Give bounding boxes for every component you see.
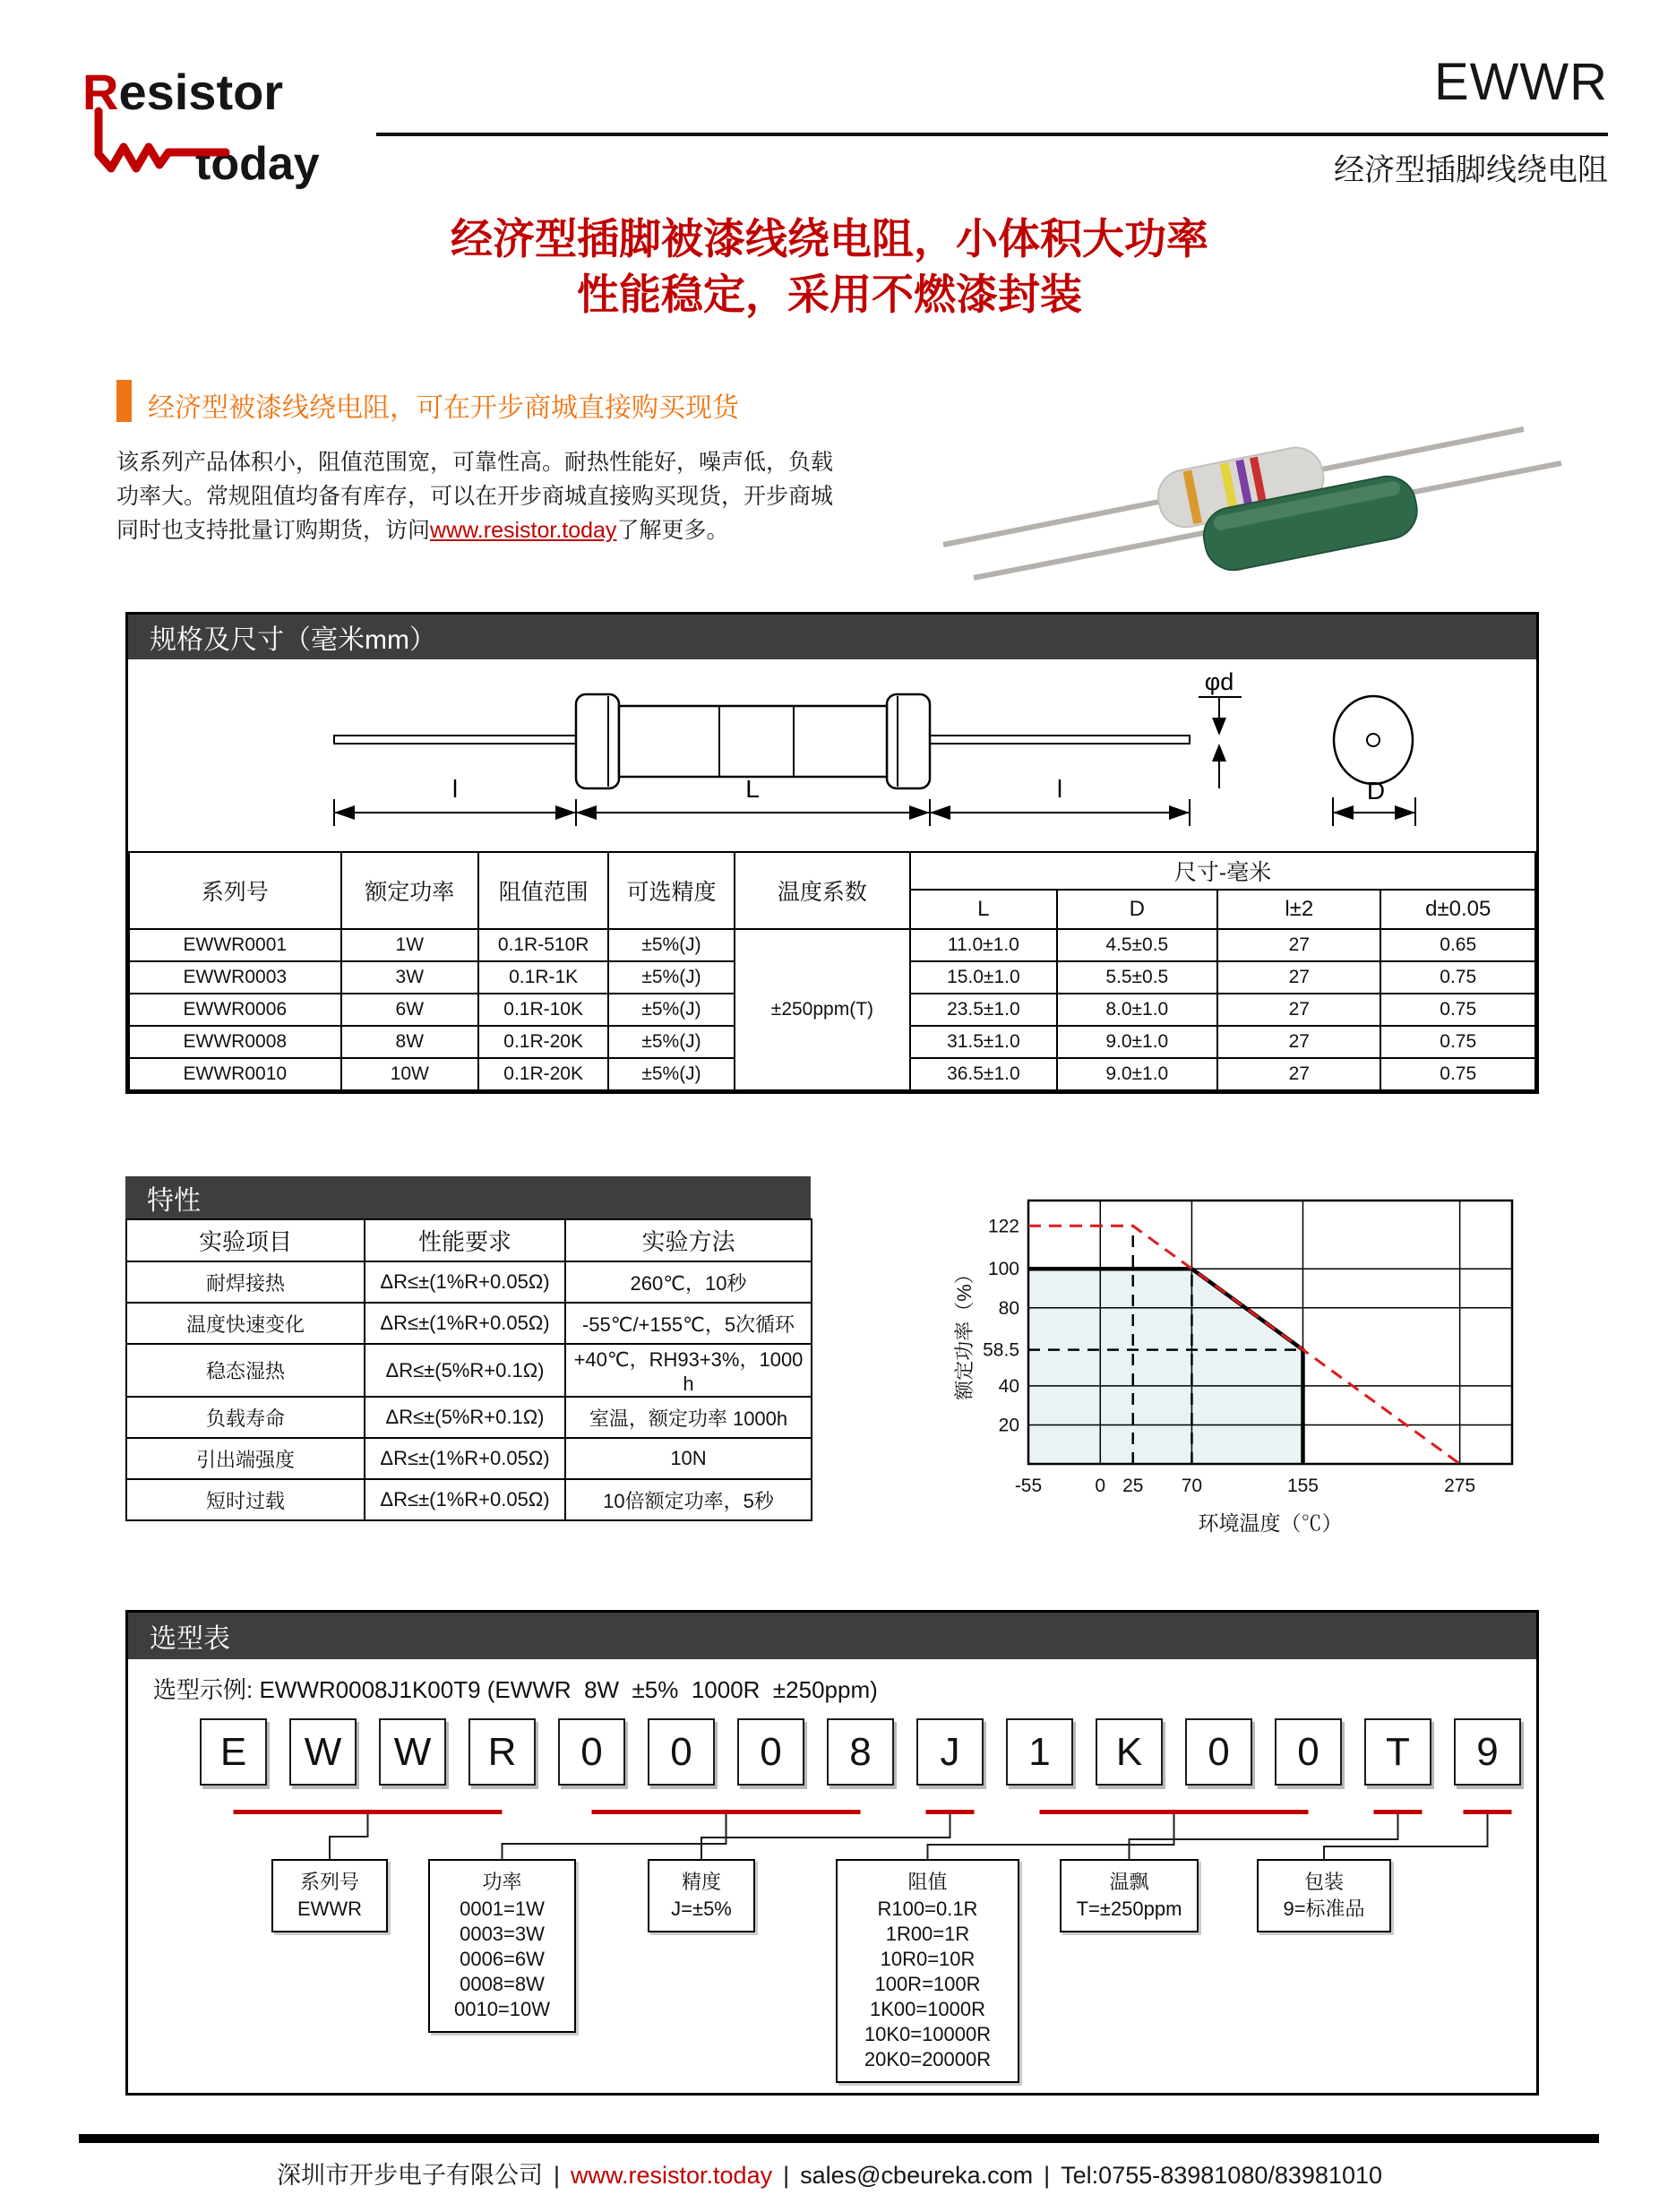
cell-method: 室温，额定功率 1000h: [565, 1397, 812, 1438]
end-view: [1333, 696, 1415, 826]
code-char-box: 1: [1006, 1718, 1073, 1786]
cell-L: 31.5±1.0: [910, 1026, 1056, 1058]
code-desc-line: 1K00=1000R: [869, 1998, 986, 2020]
cell-D: 5.5±0.5: [1057, 961, 1217, 994]
cell-method: 260℃，10秒: [565, 1261, 812, 1303]
code-connector-line: [701, 1814, 950, 1859]
intro-accent-bar: [116, 380, 132, 422]
wire-diameter-callout: [1199, 668, 1242, 788]
cell-test-item: 温度快速变化: [126, 1303, 365, 1344]
cell-tempco: ±250ppm(T): [735, 929, 910, 1090]
cell-series: EWWR0001: [129, 929, 341, 961]
cell-tolerance: ±5%(J): [608, 994, 734, 1026]
code-desc-line: 10R0=10R: [880, 1948, 976, 1970]
cell-test-item: 稳态湿热: [126, 1344, 365, 1397]
lead-left: [334, 736, 576, 744]
code-desc-line: 20K0=20000R: [864, 2048, 992, 2070]
cell-lead: 27: [1217, 961, 1380, 994]
chart-ytick-label: 100: [987, 1259, 1019, 1280]
table-row: [126, 1303, 812, 1344]
col-header: 阻值范围: [478, 852, 608, 929]
code-char-box: 8: [827, 1718, 894, 1786]
selection-section: [125, 1610, 1539, 2096]
code-group-underline: [1374, 1810, 1423, 1814]
col-header: 额定功率: [341, 852, 478, 929]
code-char-box: W: [289, 1718, 357, 1786]
dim-label-diameter: D: [1366, 777, 1386, 805]
code-desc-title: 功率: [482, 1871, 522, 1893]
code-char-box: E: [200, 1718, 267, 1786]
cell-requirement: ΔR≤±(1%R+0.05Ω): [365, 1438, 565, 1479]
code-char-box: 0: [1275, 1718, 1342, 1786]
chart-xtick-label: -55: [1014, 1476, 1043, 1496]
cell-lead: 27: [1217, 1058, 1380, 1090]
cell-D: 9.0±1.0: [1057, 1058, 1217, 1090]
cell-tolerance: ±5%(J): [608, 1026, 734, 1058]
table-row: [129, 929, 1535, 961]
cell-power: 10W: [341, 1058, 478, 1090]
intro-paragraph: [116, 445, 833, 547]
chart-x-axis-label: 环境温度（℃）: [1198, 1511, 1343, 1534]
col-subheader: d±0.05: [1380, 890, 1535, 929]
code-desc-line: J=±5%: [671, 1898, 732, 1920]
code-desc-line: EWWR: [297, 1898, 363, 1920]
chart-ytick-label: 58.5: [983, 1339, 1019, 1361]
cell-tolerance: ±5%(J): [608, 961, 734, 994]
code-desc-box: [836, 1859, 1019, 2083]
cell-tolerance: ±5%(J): [608, 1058, 734, 1090]
cell-tolerance: ±5%(J): [608, 929, 734, 961]
diagram-connectors: [128, 1613, 1531, 2087]
code-group-underline: [1464, 1810, 1512, 1814]
cell-method: +40℃，RH93+3%，1000 h: [565, 1344, 812, 1397]
cell-L: 23.5±1.0: [910, 994, 1056, 1026]
cell-requirement: ΔR≤±(1%R+0.05Ω): [365, 1303, 565, 1344]
cell-range: 0.1R-1K: [478, 961, 608, 994]
logo-word-resistor: Resistor: [82, 64, 284, 120]
cell-requirement: ΔR≤±(1%R+0.05Ω): [365, 1261, 565, 1303]
code-desc-title: 阻值: [907, 1871, 948, 1893]
chart-xtick-label: 0: [1095, 1476, 1106, 1496]
cell-test-item: 负载寿命: [126, 1397, 365, 1438]
chart-ytick-label: 80: [998, 1297, 1019, 1319]
cell-power: 8W: [341, 1026, 478, 1058]
chart-xtick-label: 25: [1122, 1476, 1144, 1496]
table-row: [126, 1479, 812, 1520]
col-subheader: l±2: [1217, 890, 1380, 929]
table-row: [126, 1438, 812, 1479]
cell-range: 0.1R-20K: [478, 1026, 608, 1058]
code-char-box: T: [1364, 1718, 1431, 1786]
code-desc-line: T=±250ppm: [1076, 1898, 1182, 1920]
code-desc-box: [271, 1859, 388, 1932]
chart-y-axis-label: 额定功率（%）: [953, 1264, 976, 1400]
code-group-underline: [592, 1810, 861, 1814]
code-desc-line: 0001=1W: [460, 1898, 545, 1920]
code-char-box: 0: [737, 1718, 804, 1786]
col-header: 可选精度: [608, 852, 734, 929]
footer-email: sales@cbeureka.com: [800, 2162, 1034, 2189]
col-header: 温度系数: [735, 852, 910, 929]
website-link[interactable]: www.resistor.today: [430, 518, 617, 543]
header-rule: [376, 133, 1608, 136]
code-desc-line: 0003=3W: [460, 1923, 545, 1945]
cell-series: EWWR0008: [129, 1026, 341, 1058]
code-connector-line: [1324, 1814, 1488, 1859]
code-char-box: 9: [1454, 1718, 1521, 1786]
code-connector-line: [928, 1814, 1174, 1859]
cell-power: 3W: [341, 961, 478, 994]
cell-D: 4.5±0.5: [1057, 929, 1217, 961]
spec-table: [128, 851, 1536, 1091]
cell-method: 10倍额定功率，5秒: [565, 1479, 812, 1520]
code-desc-line: 0006=6W: [460, 1948, 545, 1970]
col-header-dimensions: 尺寸-毫米: [910, 852, 1535, 890]
cell-L: 11.0±1.0: [910, 929, 1056, 961]
code-desc-box: [648, 1859, 755, 1932]
code-desc-line: R100=0.1R: [877, 1898, 978, 1920]
selection-section-header: 选型表: [128, 1613, 1536, 1659]
table-row: [126, 1344, 812, 1397]
col-subheader: D: [1057, 890, 1217, 929]
code-connector-line: [330, 1814, 368, 1859]
chart-ytick-label: 40: [998, 1375, 1019, 1397]
code-desc-line: 0010=10W: [453, 1998, 551, 2020]
code-desc-line: 0008=8W: [460, 1973, 545, 1995]
cell-test-item: 耐焊接热: [126, 1261, 365, 1303]
chart-xtick-label: 275: [1444, 1476, 1476, 1496]
spec-section-header: 规格及尺寸（毫米mm）: [128, 615, 1536, 659]
code-desc-title: 温飘: [1109, 1871, 1149, 1893]
ordering-example: 选型示例: EWWR0008J1K00T9 (EWWR 8W ±5% 1000R ±250ppm): [153, 1676, 878, 1703]
footer-rule: [79, 2134, 1599, 2143]
footer-website-link[interactable]: www.resistor.today: [571, 2162, 773, 2189]
logo-word-today: today: [195, 138, 320, 190]
chart-ytick-label: 122: [987, 1216, 1019, 1237]
cell-test-item: 短时过载: [126, 1479, 365, 1520]
code-connector-line: [1130, 1814, 1398, 1859]
footer-tel: Tel:0755-83981080/83981010: [1061, 2162, 1382, 2189]
page-title-line2: 性能稳定，采用不燃漆封装: [577, 271, 1082, 318]
code-desc-title: 精度: [681, 1871, 721, 1893]
code-desc-box: [1257, 1859, 1391, 1932]
intro-text-before: 该系列产品体积小，阻值范围宽，可靠性高。耐热性能好，噪声低，负载功率大。常规阻值均备有库存，可以在开步商城直接购买现货，开步商城同时也支持批量订购期货，访问: [116, 450, 834, 543]
series-code: EWWR: [1433, 53, 1608, 111]
cell-L: 15.0±1.0: [910, 961, 1056, 994]
intro-heading: 经济型被漆线绕电阻，可在开步商城直接购买现货: [148, 393, 739, 423]
chart-ytick-label: 20: [998, 1415, 1019, 1436]
cell-power: 1W: [341, 929, 478, 961]
code-desc-line: 100R=100R: [874, 1973, 981, 1995]
cell-requirement: ΔR≤±(5%R+0.1Ω): [365, 1344, 565, 1397]
cell-series: EWWR0010: [129, 1058, 341, 1090]
chart-xtick-label: 70: [1181, 1476, 1203, 1496]
lead-right: [930, 736, 1190, 744]
spec-section: [125, 612, 1539, 1094]
code-group-underline: [234, 1810, 503, 1814]
cell-wire: 0.65: [1380, 929, 1535, 961]
code-desc-line: 1R00=1R: [885, 1923, 970, 1945]
cell-test-item: 引出端强度: [126, 1438, 365, 1479]
characteristics-section-header: 特性: [125, 1176, 811, 1218]
code-char-box: R: [468, 1718, 536, 1786]
part-number-diagram: [128, 1613, 1531, 2087]
code-char-box: J: [916, 1718, 984, 1786]
col-header: 实验方法: [565, 1219, 812, 1261]
code-group-underline: [926, 1810, 975, 1814]
code-char-box: W: [379, 1718, 446, 1786]
table-row: [126, 1261, 812, 1303]
footer-company: 深圳市开步电子有限公司: [276, 2162, 543, 2189]
cell-lead: 27: [1217, 994, 1380, 1026]
dim-label-lead-left: l: [451, 775, 459, 803]
dimension-drawing: [133, 663, 1521, 847]
code-connector-line: [503, 1814, 726, 1859]
cell-range: 0.1R-10K: [478, 994, 608, 1026]
cell-D: 9.0±1.0: [1057, 1026, 1217, 1058]
code-group-underline: [1040, 1810, 1309, 1814]
characteristics-table: [125, 1218, 812, 1521]
cell-series: EWWR0003: [129, 961, 341, 994]
resistor-today-logo: [63, 47, 367, 194]
derating-curve-chart: [939, 1175, 1530, 1534]
cell-wire: 0.75: [1380, 1026, 1535, 1058]
table-row: [126, 1397, 812, 1438]
code-desc-box: [1060, 1859, 1199, 1932]
code-desc-line: 9=标准品: [1283, 1898, 1365, 1920]
col-subheader: L: [910, 890, 1056, 929]
cell-wire: 0.75: [1380, 994, 1535, 1026]
col-header: 实验项目: [126, 1219, 365, 1261]
cell-requirement: ΔR≤±(5%R+0.1Ω): [365, 1397, 565, 1438]
chart-xtick-label: 155: [1286, 1476, 1319, 1496]
code-char-box: 0: [558, 1718, 625, 1786]
cell-series: EWWR0006: [129, 994, 341, 1026]
cell-wire: 0.75: [1380, 1058, 1535, 1090]
code-char-box: 0: [648, 1718, 715, 1786]
cell-requirement: ΔR≤±(1%R+0.05Ω): [365, 1479, 565, 1520]
cell-range: 0.1R-20K: [478, 1058, 608, 1090]
cell-power: 6W: [341, 994, 478, 1026]
footer: 深圳市开步电子有限公司 | www.resistor.today | sales@cbeureka.com | Tel:0755-83981080/83981010: [276, 2162, 1382, 2189]
cell-wire: 0.75: [1380, 961, 1535, 994]
dimension-lines: [334, 799, 1190, 826]
cell-D: 8.0±1.0: [1057, 994, 1217, 1026]
col-header: 性能要求: [365, 1219, 565, 1261]
product-photo: [891, 354, 1581, 582]
series-subtitle: 经济型插脚线绕电阻: [1334, 153, 1608, 187]
col-header: 系列号: [129, 852, 341, 929]
code-desc-title: 系列号: [299, 1871, 359, 1893]
code-desc-box: [428, 1859, 576, 2033]
cell-lead: 27: [1217, 929, 1380, 961]
chart-fill-region: [1028, 1269, 1302, 1464]
code-char-box: 0: [1185, 1718, 1252, 1786]
cell-method: -55℃/+155℃，5次循环: [565, 1303, 812, 1344]
cell-L: 36.5±1.0: [910, 1058, 1056, 1090]
cell-method: 10N: [565, 1438, 812, 1479]
dim-label-body: L: [745, 775, 760, 803]
intro-text-after: 了解更多。: [616, 518, 729, 543]
cell-range: 0.1R-510R: [478, 929, 608, 961]
dim-label-wire: φd: [1204, 668, 1234, 695]
cell-lead: 27: [1217, 1026, 1380, 1058]
code-desc-line: 10K0=10000R: [864, 2023, 992, 2045]
page-title-line1: 经济型插脚被漆线绕电阻，小体积大功率: [451, 215, 1208, 263]
dim-label-lead-right: l: [1056, 775, 1063, 803]
code-char-box: K: [1096, 1718, 1163, 1786]
code-desc-title: 包装: [1303, 1871, 1344, 1893]
